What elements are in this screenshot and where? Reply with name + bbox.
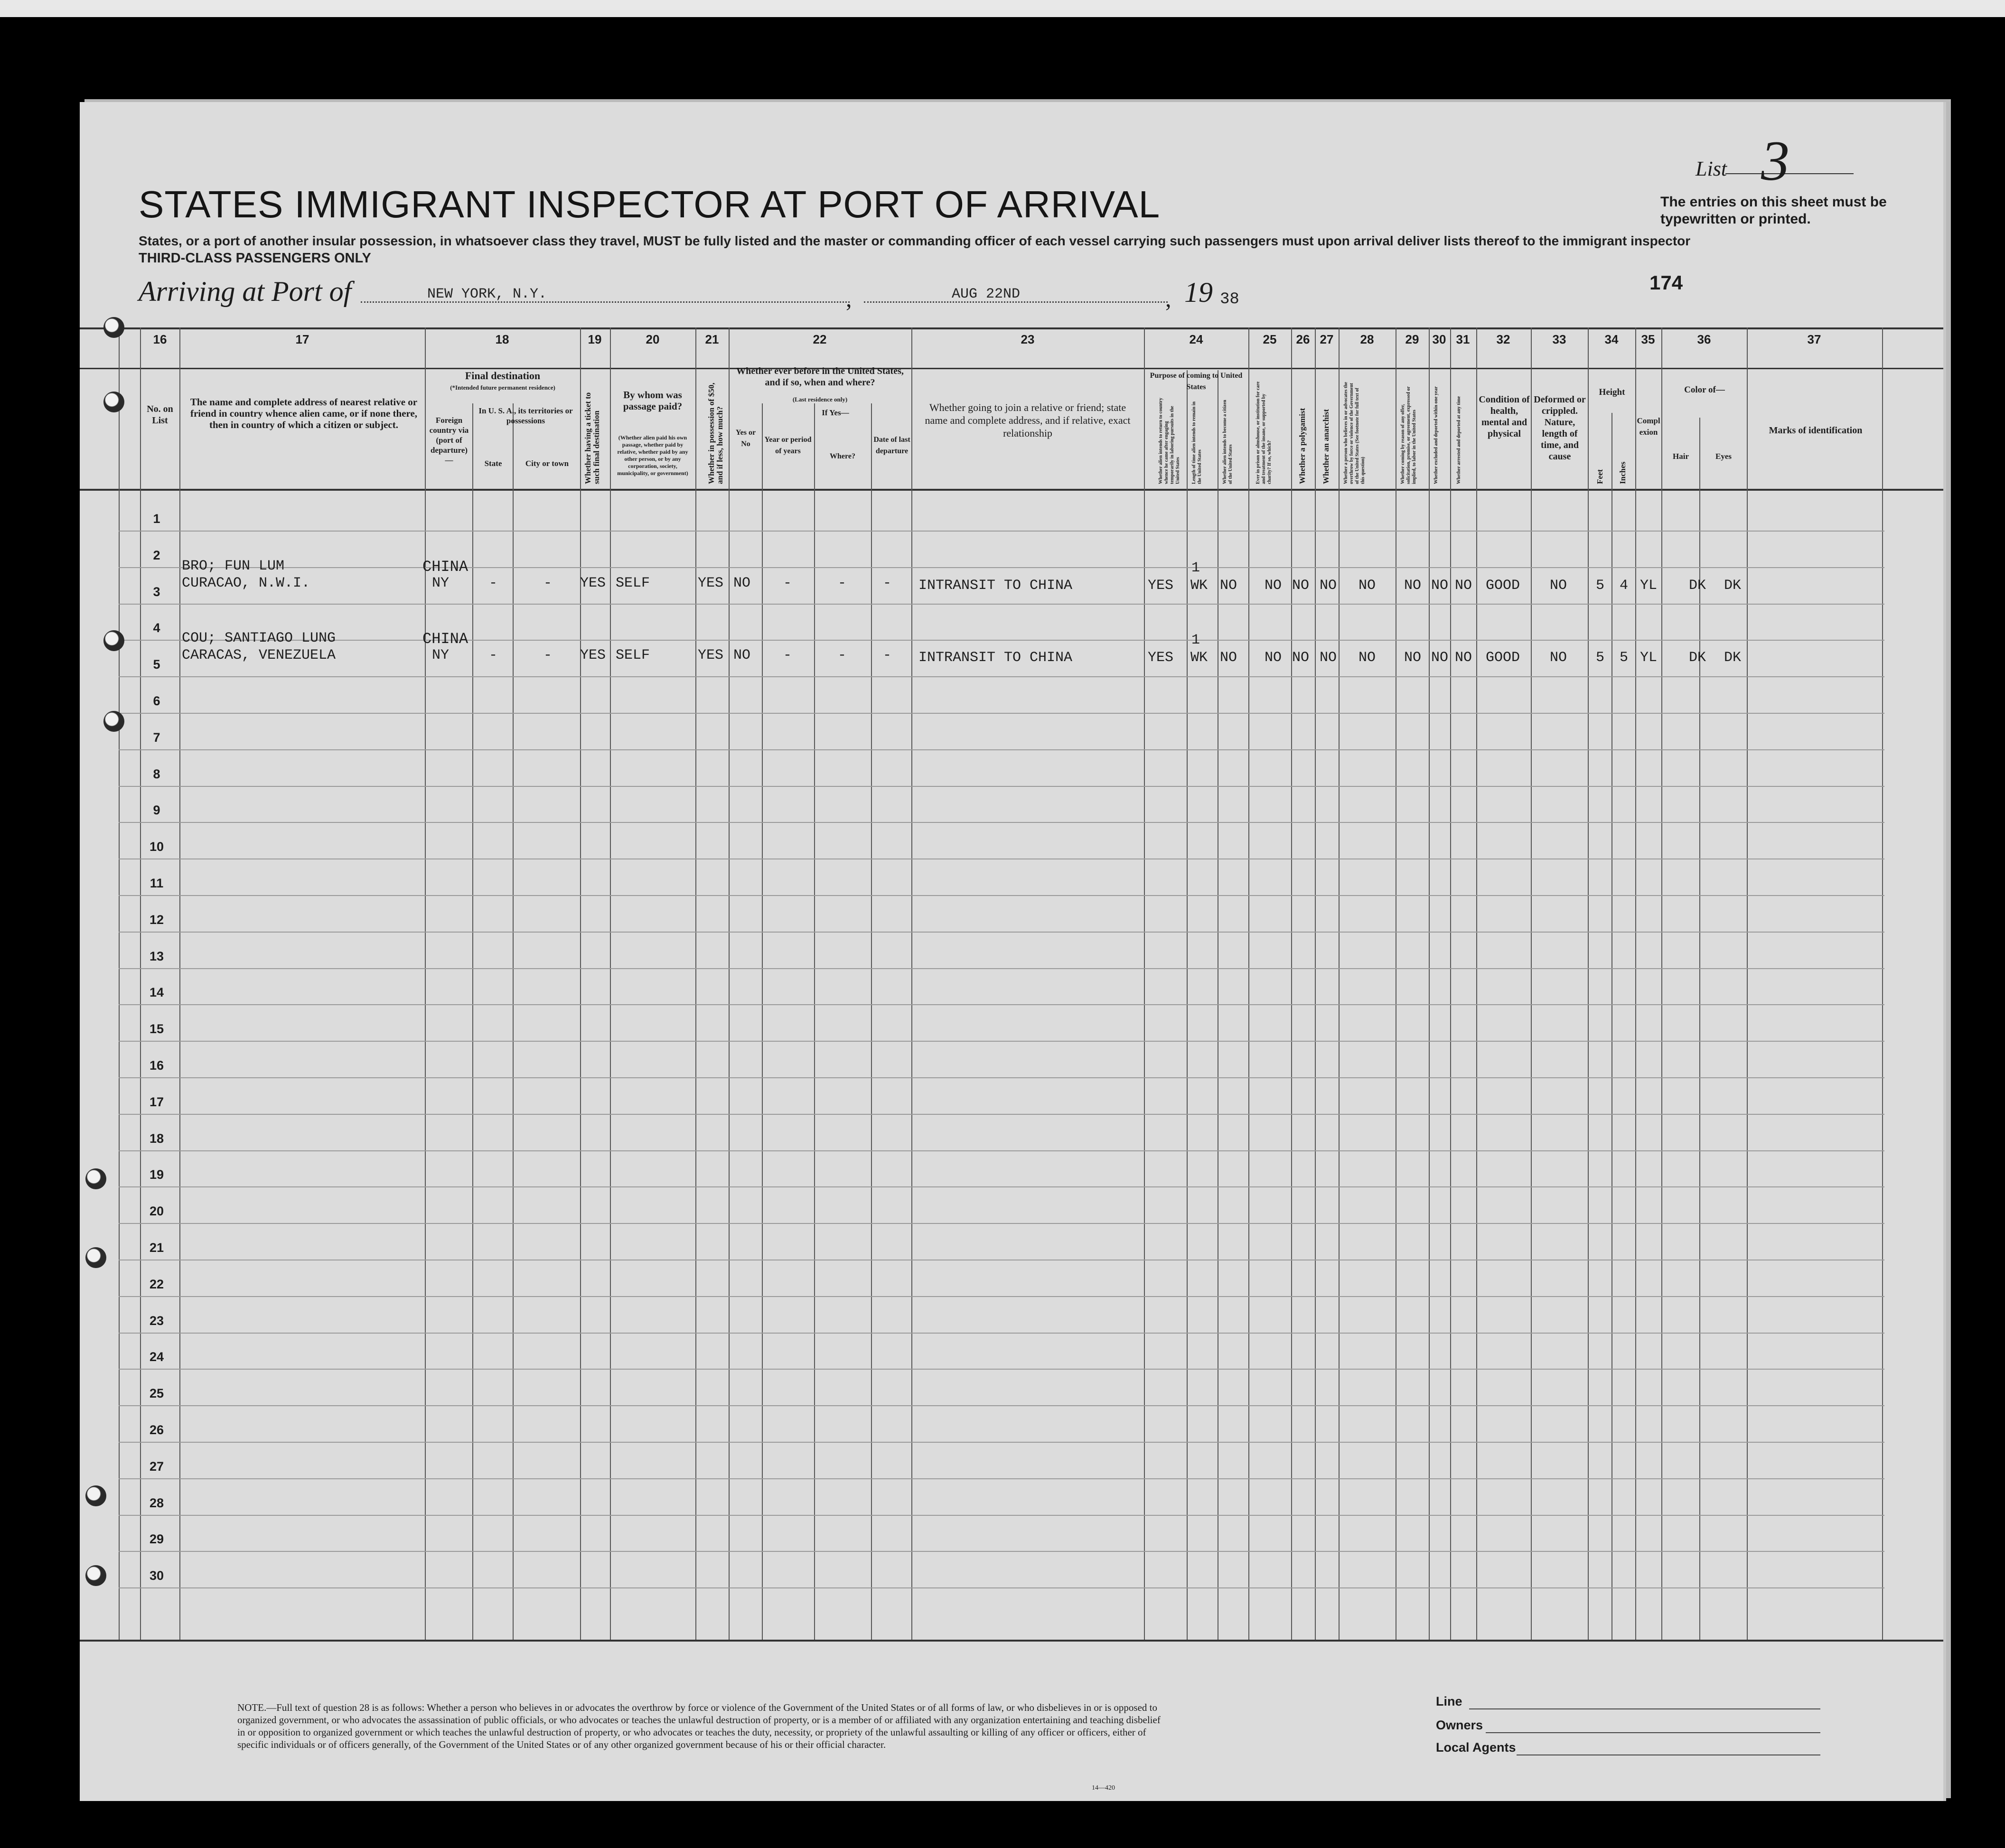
column-number-rule bbox=[80, 368, 1943, 369]
table-row bbox=[119, 1551, 1884, 1552]
list-label: List bbox=[1696, 157, 1727, 180]
punch-hole bbox=[103, 317, 124, 338]
row-number: 19 bbox=[149, 1167, 164, 1182]
row4-eyes: DK bbox=[1724, 650, 1742, 666]
row4-join: INTRANSIT TO CHINA bbox=[918, 650, 1073, 666]
row2-inches: 4 bbox=[1620, 578, 1629, 594]
col-number: 22 bbox=[813, 332, 827, 346]
row2-ticket: YES bbox=[580, 575, 606, 591]
col-number: 26 bbox=[1296, 332, 1310, 346]
row2-country: CHINA bbox=[422, 558, 468, 576]
col-number: 31 bbox=[1456, 332, 1470, 346]
col-number: 34 bbox=[1604, 332, 1619, 346]
row-number: 29 bbox=[149, 1532, 164, 1546]
col-number: 23 bbox=[1021, 332, 1035, 346]
row2-purpose-b-unit: WK bbox=[1190, 578, 1208, 594]
row4-deformed: NO bbox=[1550, 650, 1567, 666]
row-number: 21 bbox=[149, 1241, 164, 1255]
col-rule bbox=[1315, 327, 1316, 1640]
header-purpose-b: Length of time alien intends to remain in the United States bbox=[1191, 401, 1202, 484]
port-value: NEW YORK, N.Y. bbox=[427, 286, 547, 302]
row4-relative-name: COU; SANTIAGO LUNG bbox=[182, 630, 336, 646]
col-rule bbox=[580, 327, 581, 1640]
row-number: 9 bbox=[153, 803, 160, 817]
table-row bbox=[119, 1369, 1884, 1370]
row4-date: - bbox=[883, 647, 892, 663]
line-rule bbox=[1469, 1708, 1820, 1709]
table-row bbox=[119, 1515, 1884, 1516]
row4-paid-by: SELF bbox=[616, 647, 650, 663]
typewritten-note: The entries on this sheet must be typewritten or printed. bbox=[1660, 194, 1887, 227]
year-suffix: 38 bbox=[1220, 290, 1239, 308]
table-row bbox=[119, 1077, 1884, 1078]
year-prefix: 19 bbox=[1184, 277, 1213, 308]
col-rule bbox=[119, 327, 120, 1640]
row2-relative-name: BRO; FUN LUM bbox=[182, 558, 285, 574]
table-row bbox=[119, 1478, 1884, 1479]
row2-join: INTRANSIT TO CHINA bbox=[918, 578, 1073, 594]
col-rule bbox=[1476, 327, 1477, 1640]
col-number: 30 bbox=[1432, 332, 1446, 346]
row4-q29: NO bbox=[1404, 650, 1422, 666]
row-number: 27 bbox=[149, 1459, 164, 1474]
row4-purpose-c: NO bbox=[1220, 650, 1237, 666]
header-height: Height bbox=[1599, 387, 1625, 397]
passenger-class: THIRD-CLASS PASSENGERS ONLY bbox=[139, 251, 371, 266]
header-eyes: Eyes bbox=[1715, 452, 1732, 461]
header-city: City or town bbox=[525, 459, 569, 468]
col-rule bbox=[1588, 327, 1589, 1640]
form-number: 14—420 bbox=[1092, 1784, 1115, 1792]
header-final-destination-note: (*Intended future permanent residence) bbox=[450, 384, 555, 391]
header-marks: Marks of identification bbox=[1769, 425, 1863, 436]
col-rule bbox=[179, 327, 180, 1640]
col-number: 18 bbox=[495, 332, 509, 346]
punch-hole bbox=[85, 1565, 106, 1586]
row-number: 25 bbox=[149, 1386, 164, 1400]
line-label: Line bbox=[1436, 1694, 1462, 1708]
row2-eyes: DK bbox=[1724, 578, 1742, 594]
row4-health: GOOD bbox=[1486, 650, 1520, 666]
table-row bbox=[119, 932, 1884, 933]
local-agents-label: Local Agents bbox=[1436, 1740, 1516, 1755]
col-number: 36 bbox=[1697, 332, 1711, 346]
header-anarchist: Whether an anarchist bbox=[1321, 409, 1330, 484]
row2-where: - bbox=[838, 575, 847, 591]
row-number: 24 bbox=[149, 1350, 164, 1364]
row-number: 8 bbox=[153, 767, 160, 781]
header-q29: Whether coming by reason of any offer, solicitation, promise, or agreement, expressed or implied, to labor in the United States bbox=[1400, 386, 1417, 484]
row2-state: - bbox=[489, 575, 498, 591]
table-row bbox=[119, 604, 1884, 605]
header-state: State bbox=[484, 459, 502, 468]
row4-feet: 5 bbox=[1596, 650, 1605, 666]
table-row bbox=[119, 1041, 1884, 1042]
table-row bbox=[119, 531, 1884, 532]
col-number: 17 bbox=[295, 332, 309, 346]
row4-purpose-b-unit: WK bbox=[1190, 650, 1208, 666]
col-number: 20 bbox=[646, 332, 660, 346]
row4-year: - bbox=[783, 647, 792, 663]
row4-ever: NO bbox=[733, 647, 751, 663]
row-number: 26 bbox=[149, 1423, 164, 1437]
header-no-on-list: No. on List bbox=[147, 404, 173, 426]
page-title: STATES IMMIGRANT INSPECTOR AT PORT OF ARRIVAL bbox=[139, 183, 1161, 225]
list-rule bbox=[1725, 173, 1854, 174]
header-color-of: Color of— bbox=[1684, 385, 1725, 395]
row4-country: CHINA bbox=[422, 630, 468, 648]
col-rule bbox=[1661, 327, 1662, 1640]
header-purpose-c: Whether alien intends to become a citizen of the United States bbox=[1222, 400, 1233, 484]
col-rule bbox=[425, 327, 426, 1640]
row2-health: GOOD bbox=[1486, 578, 1520, 594]
header-in-usa: In U. S. A., its territories or possessions bbox=[478, 406, 573, 425]
row4-purpose-a: YES bbox=[1148, 650, 1174, 666]
header-complexion: Complexion bbox=[1637, 416, 1660, 437]
row4-purpose-b-num: 1 bbox=[1191, 632, 1200, 648]
row4-ticket: YES bbox=[580, 647, 606, 663]
table-row bbox=[119, 895, 1884, 896]
row2-ever: NO bbox=[733, 575, 751, 591]
col-rule bbox=[729, 327, 730, 1640]
col-number: 24 bbox=[1189, 332, 1203, 346]
list-number: 3 bbox=[1761, 129, 1790, 192]
table-row bbox=[119, 1114, 1884, 1115]
col-rule bbox=[1699, 418, 1700, 1640]
row4-where: - bbox=[838, 647, 847, 663]
owners-label: Owners bbox=[1436, 1718, 1483, 1732]
row-number: 15 bbox=[149, 1022, 164, 1036]
header-date-departure: Date of last departure bbox=[873, 436, 910, 455]
row2-purpose-a: YES bbox=[1148, 578, 1174, 594]
row-number: 17 bbox=[149, 1095, 164, 1109]
header-final-destination: Final destination bbox=[465, 370, 541, 382]
table-row bbox=[119, 1223, 1884, 1224]
col-rule bbox=[1450, 327, 1451, 1640]
table-row bbox=[119, 822, 1884, 823]
header-deformed: Deformed or crippled. Nature, length of time, and cause bbox=[1534, 394, 1586, 462]
scan-top-margin bbox=[0, 0, 2005, 17]
col-rule bbox=[1882, 327, 1883, 1640]
col-number: 28 bbox=[1360, 332, 1374, 346]
row2-complexion: YL bbox=[1640, 578, 1658, 594]
header-bottom-rule bbox=[80, 489, 1943, 491]
row2-port: NY bbox=[432, 575, 450, 591]
table-row bbox=[119, 1333, 1884, 1334]
table-row bbox=[119, 640, 1884, 641]
comma: , bbox=[846, 285, 852, 312]
row-number: 10 bbox=[149, 840, 164, 854]
row4-money: YES bbox=[698, 647, 724, 663]
date-value: AUG 22ND bbox=[952, 286, 1021, 302]
row4-complexion: YL bbox=[1640, 650, 1658, 666]
row-number: 13 bbox=[149, 949, 164, 963]
table-top-rule bbox=[80, 327, 1943, 329]
header-purpose-a: Whether alien intends to return to country whence he came after engaging temporarily in laboring pursuits in the United States bbox=[1158, 398, 1181, 484]
stamp-number: 174 bbox=[1649, 271, 1683, 294]
row4-hair: DK bbox=[1689, 650, 1706, 666]
header-prison: Ever in prison or almshouse, or institution for care and treatment of the insane, or supported by charity? If so, which? bbox=[1255, 381, 1272, 484]
table-row bbox=[119, 1296, 1884, 1297]
header-foreign-country: Foreign country via (port of departure)— bbox=[429, 416, 469, 465]
row-number: 14 bbox=[149, 985, 164, 999]
col-rule bbox=[1611, 413, 1612, 1640]
col-rule bbox=[1429, 327, 1430, 1640]
col-rule bbox=[1248, 327, 1249, 1640]
header-where: Where? bbox=[830, 452, 855, 460]
table-row bbox=[119, 567, 1884, 568]
header-ticket: Whether having a ticket to such final destination bbox=[583, 392, 601, 484]
row4-q28: NO bbox=[1359, 650, 1376, 666]
row-number: 6 bbox=[153, 694, 160, 708]
header-money: Whether in possession of $50, and if less, how much? bbox=[707, 383, 724, 484]
table-row bbox=[119, 968, 1884, 969]
table-row bbox=[119, 1150, 1884, 1151]
row2-relative-address: CURACAO, N.W.I. bbox=[182, 575, 310, 591]
row-number: 5 bbox=[153, 657, 160, 672]
row-number: 22 bbox=[149, 1277, 164, 1291]
row4-polygamist: NO bbox=[1292, 650, 1310, 666]
row2-purpose-c: NO bbox=[1220, 578, 1237, 594]
table-row bbox=[119, 713, 1884, 714]
table-bottom-rule bbox=[80, 1640, 1943, 1642]
row2-purpose-b-num: 1 bbox=[1191, 560, 1200, 576]
row4-state: - bbox=[489, 647, 498, 663]
header-relative-address: The name and complete address of nearest relative or friend in country whence alien came, or if none there, then in country of which a citizen or subject. bbox=[190, 396, 418, 430]
row2-anarchist: NO bbox=[1320, 578, 1337, 594]
row-number: 2 bbox=[153, 548, 160, 562]
header-yes-no: Yes or No bbox=[735, 429, 756, 448]
col-number: 32 bbox=[1496, 332, 1510, 346]
row-number: 16 bbox=[149, 1058, 164, 1073]
manifest-sheet bbox=[80, 102, 1946, 1801]
col-rule bbox=[1635, 327, 1636, 1640]
table-row bbox=[119, 676, 1884, 677]
row4-q31: NO bbox=[1455, 650, 1472, 666]
col-number: 35 bbox=[1641, 332, 1655, 346]
row2-date: - bbox=[883, 575, 892, 591]
col-rule bbox=[1747, 327, 1748, 1640]
row-number: 12 bbox=[149, 913, 164, 927]
col-number: 29 bbox=[1405, 332, 1419, 346]
row4-inches: 5 bbox=[1620, 650, 1629, 666]
row-number: 4 bbox=[153, 621, 160, 635]
table-row bbox=[119, 1004, 1884, 1005]
row4-city: - bbox=[543, 647, 553, 663]
col-rule bbox=[762, 403, 763, 1640]
col-rule bbox=[1339, 327, 1340, 1640]
row4-port: NY bbox=[432, 647, 450, 663]
col-rule bbox=[1144, 327, 1145, 1640]
header-hair: Hair bbox=[1673, 452, 1689, 461]
col-rule bbox=[871, 403, 872, 1640]
punch-hole bbox=[85, 1168, 106, 1189]
instruction-line: States, or a port of another insular possession, in whatsoever class they travel, MUST be fully listed and the master or commanding officer of each vessel carrying such passengers must upon arrival deliver lists thereof to the immigrant inspector bbox=[139, 233, 1691, 248]
row-number: 23 bbox=[149, 1314, 164, 1328]
col-rule bbox=[695, 327, 696, 1640]
header-by-whom: By whom was passage paid? bbox=[623, 389, 683, 412]
table-row bbox=[119, 1186, 1884, 1187]
row4-prison: NO bbox=[1265, 650, 1282, 666]
header-feet: Feet bbox=[1595, 469, 1604, 484]
row2-q28: NO bbox=[1359, 578, 1376, 594]
row-number: 18 bbox=[149, 1131, 164, 1146]
table-row bbox=[119, 749, 1884, 750]
punch-hole bbox=[103, 711, 124, 732]
header-purpose: Purpose of coming to United States bbox=[1150, 372, 1243, 391]
col-number: 37 bbox=[1807, 332, 1821, 346]
header-by-whom-note: (Whether alien paid his own passage, whether paid by relative, whether paid by any other person, or by any corporation, society, municipality, or government) bbox=[617, 434, 688, 476]
header-join-relative: Whether going to join a relative or friend; state name and complete address, and if relative, exact relationship bbox=[925, 401, 1131, 439]
punch-hole bbox=[103, 392, 124, 412]
row2-city: - bbox=[543, 575, 553, 591]
col-rule bbox=[513, 403, 514, 1640]
arriving-label: Arriving at Port of bbox=[139, 276, 352, 307]
col-number: 19 bbox=[588, 332, 602, 346]
punch-hole bbox=[85, 1485, 106, 1506]
col-rule bbox=[1291, 327, 1292, 1640]
row2-q30: NO bbox=[1431, 578, 1449, 594]
row-number: 28 bbox=[149, 1496, 164, 1510]
row-number: 7 bbox=[153, 730, 160, 745]
owners-rule bbox=[1486, 1732, 1820, 1733]
col-number: 21 bbox=[705, 332, 719, 346]
row-number: 20 bbox=[149, 1204, 164, 1218]
header-q31: Whether arrested and deported at any time bbox=[1456, 396, 1462, 484]
col-rule bbox=[610, 327, 611, 1640]
comma-2: , bbox=[1165, 285, 1171, 312]
header-inches: Inches bbox=[1618, 461, 1627, 484]
row2-paid-by: SELF bbox=[616, 575, 650, 591]
punch-hole bbox=[103, 630, 124, 651]
row4-anarchist: NO bbox=[1320, 650, 1337, 666]
header-if-yes: If Yes— bbox=[822, 408, 849, 417]
header-last-residence: (Last residence only) bbox=[792, 396, 848, 403]
header-ever-before: Whether ever before in the United States, and if so, when and where? bbox=[736, 366, 904, 388]
row-number: 11 bbox=[150, 876, 164, 890]
col-rule bbox=[1531, 327, 1532, 1640]
row-number: 3 bbox=[153, 585, 160, 599]
header-q30: Whether excluded and deported within one year bbox=[1433, 386, 1439, 484]
col-rule bbox=[911, 327, 912, 1640]
row2-feet: 5 bbox=[1596, 578, 1605, 594]
col-number: 25 bbox=[1263, 332, 1277, 346]
row-number: 30 bbox=[149, 1568, 164, 1583]
table-row bbox=[119, 1587, 1884, 1588]
row2-polygamist: NO bbox=[1292, 578, 1310, 594]
header-q28: Whether a person who believes in or advocates the overthrow by force or violence of the Government of the United States (See footnote for full text of this question) bbox=[1343, 382, 1366, 484]
table-row bbox=[119, 786, 1884, 787]
row2-money: YES bbox=[698, 575, 724, 591]
row2-hair: DK bbox=[1689, 578, 1706, 594]
row4-relative-address: CARACAS, VENEZUELA bbox=[182, 647, 336, 663]
col-rule bbox=[814, 403, 815, 1640]
row2-deformed: NO bbox=[1550, 578, 1567, 594]
row2-q29: NO bbox=[1404, 578, 1422, 594]
col-rule bbox=[472, 403, 473, 1640]
table-row bbox=[119, 1405, 1884, 1406]
row2-prison: NO bbox=[1265, 578, 1282, 594]
col-number: 16 bbox=[153, 332, 167, 346]
col-number: 33 bbox=[1552, 332, 1566, 346]
row4-q30: NO bbox=[1431, 650, 1449, 666]
punch-hole bbox=[85, 1247, 106, 1268]
row-number: 1 bbox=[153, 512, 160, 526]
col-number: 27 bbox=[1320, 332, 1334, 346]
row2-year: - bbox=[783, 575, 792, 591]
header-health: Condition of health, mental and physical bbox=[1479, 394, 1530, 439]
header-polygamist: Whether a polygamist bbox=[1298, 408, 1307, 484]
row2-q31: NO bbox=[1455, 578, 1472, 594]
footnote-question-28: NOTE.—Full text of question 28 is as follows: Whether a person who believes in or advocates the overthrow by force or violence of the Government of the United States or of all forms of law, or who disbelieves in or is opposed to organized government, or who advocates the assassination of public officials, or who advocates or teaches the unlawful destruction of property, or is a member of or affiliated with any organization entertaining and teaching disbelief in or opposition to organized government or which teaches the unlawful destruction of property, or who advocates or teaches the duty, necessity, or propriety of the unlawful assaulting or killing of any officer or officers, either of specific individuals or of officers generally, of the Government of the United States or of any other organized government because of his or their official character. bbox=[237, 1702, 1161, 1750]
header-year-period: Year or period of years bbox=[764, 436, 812, 455]
table-row bbox=[119, 1442, 1884, 1443]
